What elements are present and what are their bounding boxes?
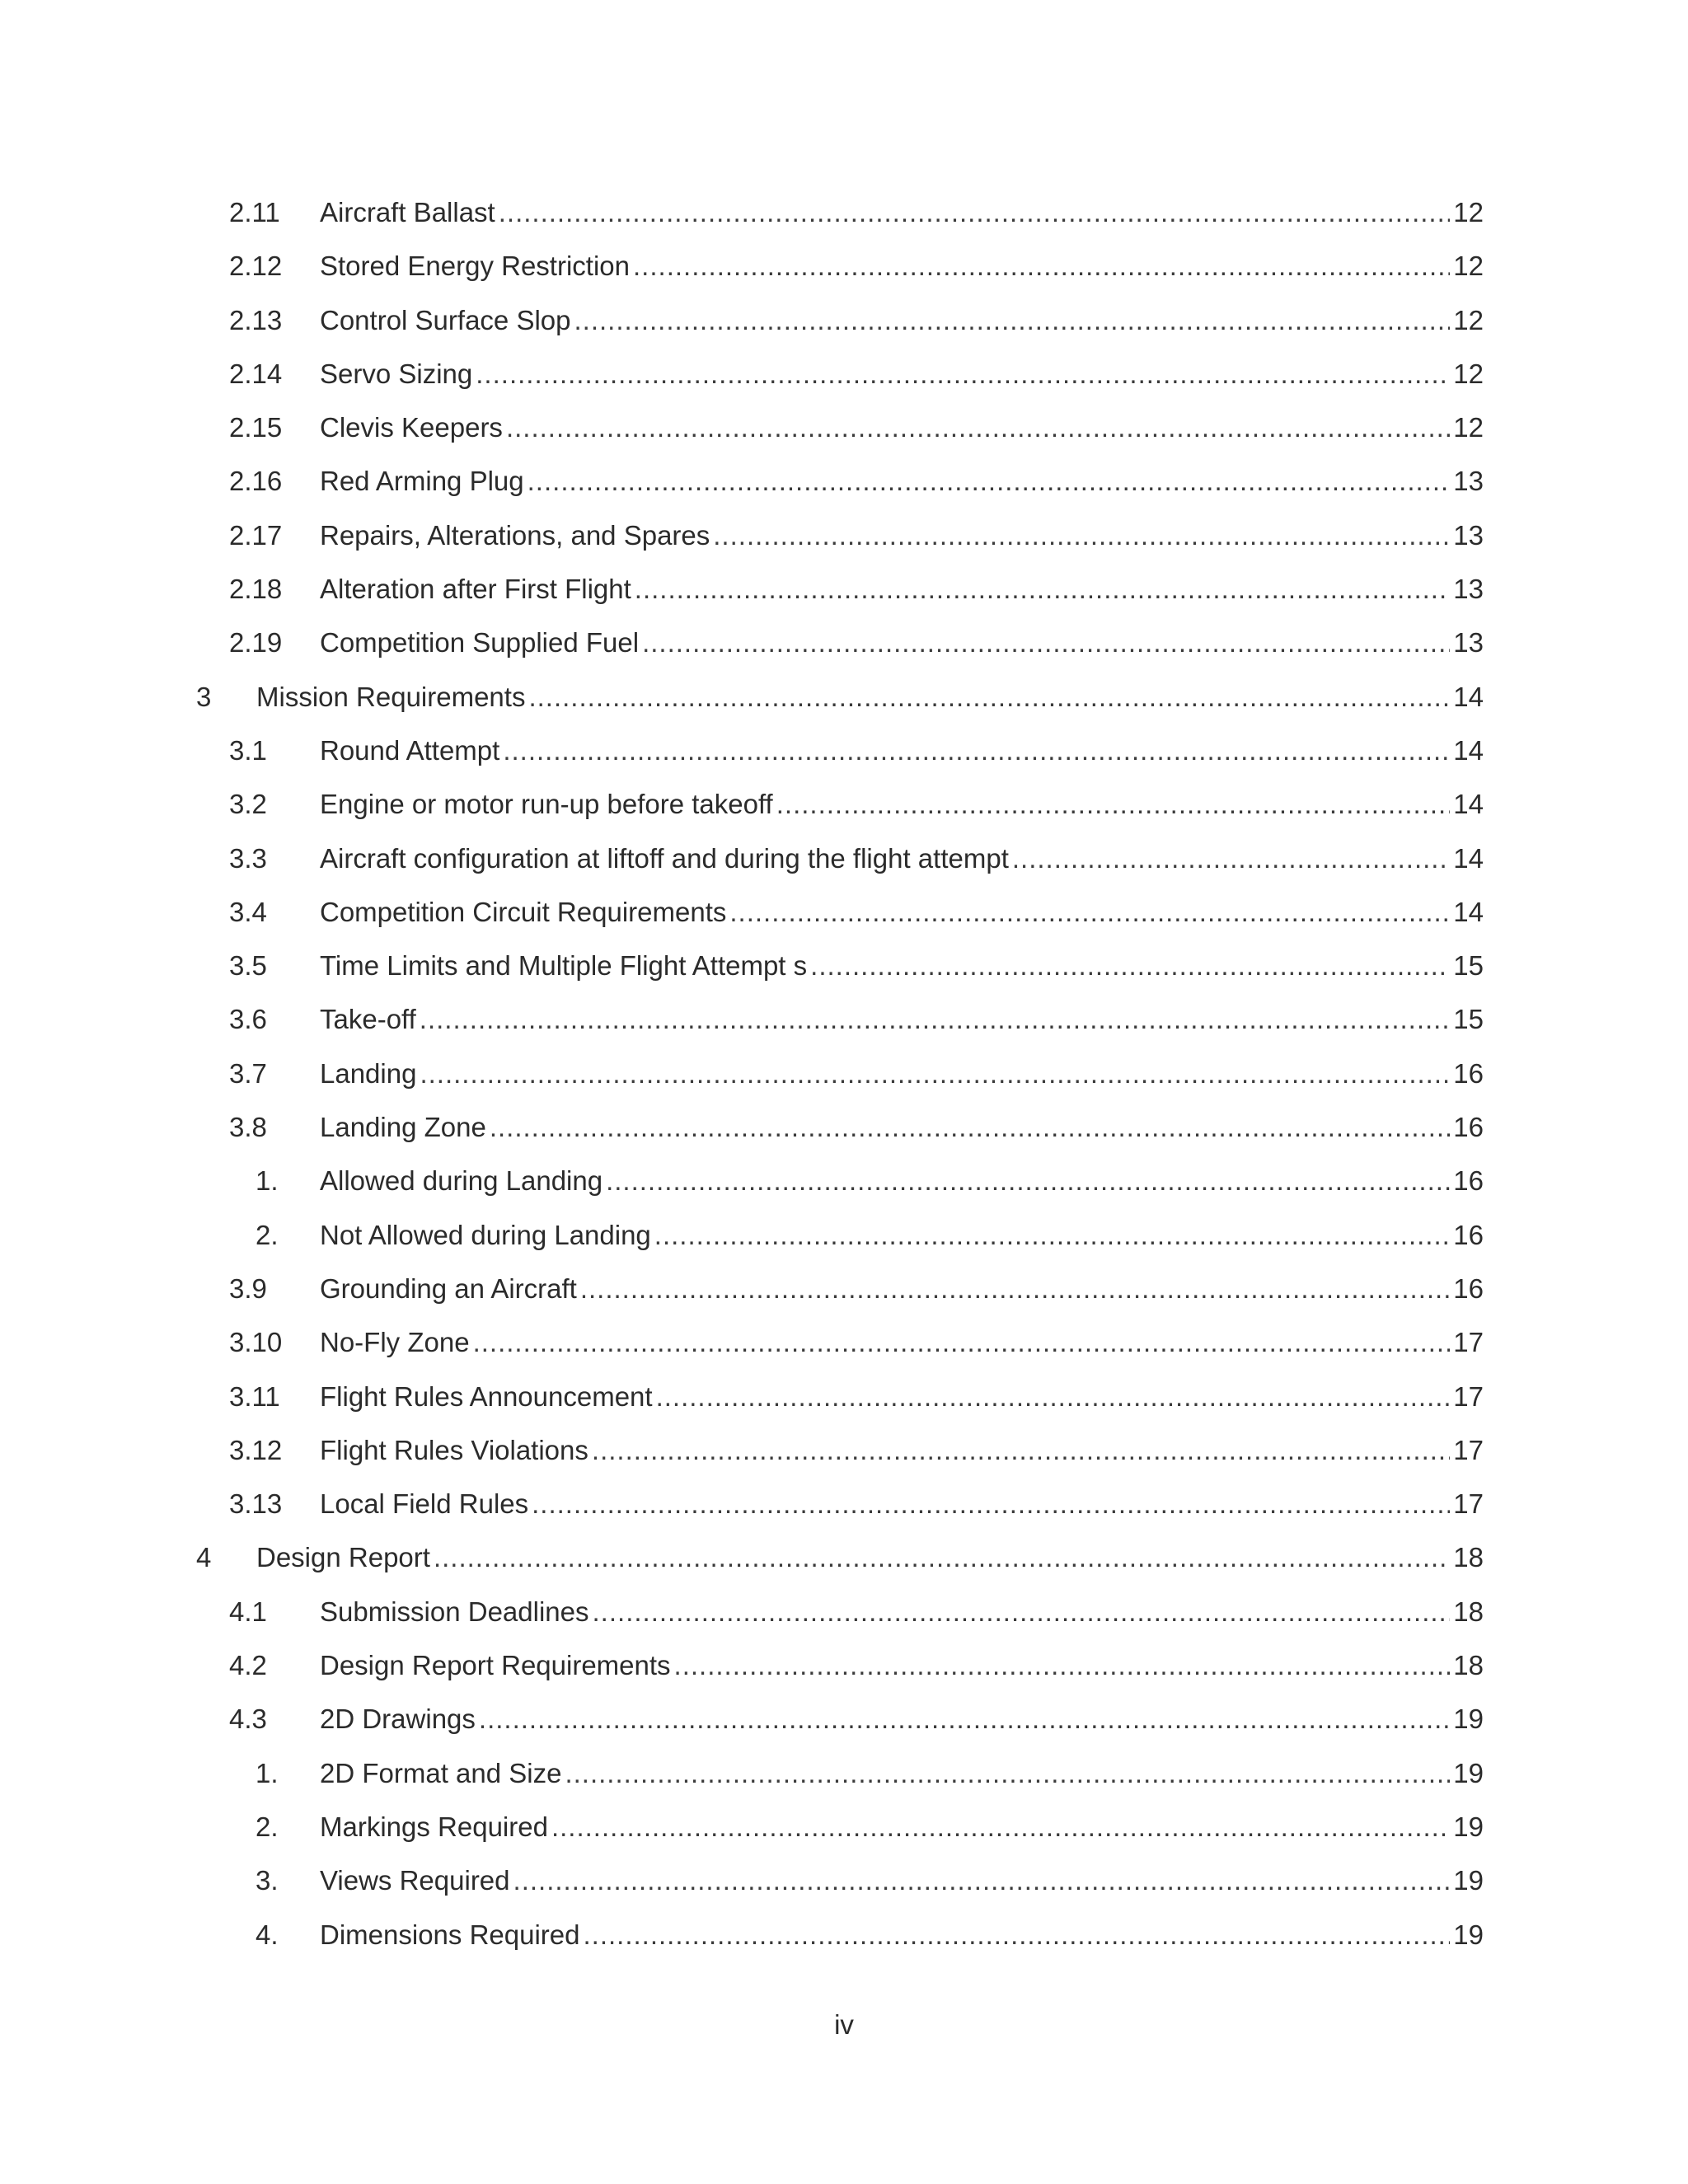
toc-dot-leader xyxy=(656,1380,1451,1413)
toc-entry-number: 2. xyxy=(256,1219,279,1250)
toc-dot-leader xyxy=(506,411,1450,444)
toc-dot-leader xyxy=(593,1596,1451,1629)
toc-dot-leader xyxy=(580,1272,1450,1305)
toc-entry-number: 2.18 xyxy=(229,574,283,605)
toc-entry[interactable] xyxy=(196,250,1484,303)
toc-entry-number: 3.2 xyxy=(229,789,267,820)
toc-entry-title[interactable]: Design Report Requirements xyxy=(320,1650,671,1681)
toc-entry-title[interactable]: 2D Drawings xyxy=(320,1704,476,1735)
toc-dot-leader xyxy=(473,1326,1451,1359)
toc-entry-page[interactable]: 14 xyxy=(1453,789,1484,820)
toc-entry-title[interactable]: Servo Sizing xyxy=(320,358,473,389)
toc-entry[interactable] xyxy=(196,196,1484,250)
toc-entry-title[interactable]: Red Arming Plug xyxy=(320,466,524,497)
toc-entry-number: 4.3 xyxy=(229,1704,267,1735)
toc-entry[interactable] xyxy=(196,1219,1484,1272)
toc-entry-number: 1. xyxy=(256,1165,279,1197)
toc-entry-title[interactable]: Submission Deadlines xyxy=(320,1596,589,1627)
toc-entry-number: 3.8 xyxy=(229,1112,267,1143)
toc-dot-leader xyxy=(434,1541,1450,1574)
toc-entry-page[interactable]: 13 xyxy=(1453,574,1484,605)
toc-dot-leader xyxy=(635,573,1450,606)
toc-entry-page[interactable]: 16 xyxy=(1453,1165,1484,1197)
page-number: iv xyxy=(834,2009,854,2040)
toc-entry-title[interactable]: Aircraft configuration at liftoff and during the flight attempt xyxy=(320,842,1009,874)
toc-entry-number: 3.6 xyxy=(229,1004,267,1035)
toc-entry[interactable] xyxy=(196,1703,1484,1756)
toc-dot-leader xyxy=(479,1703,1450,1736)
toc-entry-title[interactable]: Landing Zone xyxy=(320,1112,486,1143)
toc-entry-title[interactable]: Flight Rules Announcement xyxy=(320,1380,653,1412)
toc-entry-page[interactable]: 12 xyxy=(1453,304,1484,335)
toc-entry-title[interactable]: Local Field Rules xyxy=(320,1488,529,1520)
toc-dot-leader xyxy=(583,1919,1450,1952)
toc-entry-number: 4.1 xyxy=(229,1596,267,1627)
toc-entry[interactable] xyxy=(196,842,1484,896)
toc-entry-title[interactable]: No-Fly Zone xyxy=(320,1327,470,1358)
toc-dot-leader xyxy=(528,465,1451,498)
toc-entry-number: 3.1 xyxy=(229,734,267,766)
toc-entry[interactable] xyxy=(196,411,1484,465)
toc-entry[interactable] xyxy=(196,1326,1484,1380)
toc-dot-leader xyxy=(490,1111,1450,1144)
toc-entry-page[interactable]: 14 xyxy=(1453,681,1484,712)
toc-entry-page[interactable]: 17 xyxy=(1453,1327,1484,1358)
toc-dot-leader xyxy=(513,1864,1451,1897)
toc-entry[interactable] xyxy=(196,734,1484,788)
toc-entry[interactable] xyxy=(196,519,1484,573)
toc-entry-page[interactable]: 18 xyxy=(1453,1542,1484,1573)
toc-entry[interactable] xyxy=(196,1434,1484,1488)
toc-dot-leader xyxy=(729,896,1450,929)
toc-dot-leader xyxy=(420,1003,1450,1036)
toc-entry-title[interactable]: Markings Required xyxy=(320,1811,548,1842)
toc-entry-title[interactable]: Views Required xyxy=(320,1865,510,1896)
toc-entry-page[interactable]: 12 xyxy=(1453,412,1484,443)
toc-entry-number: 3.11 xyxy=(229,1380,280,1412)
toc-entry[interactable] xyxy=(196,1380,1484,1434)
toc-entry-page[interactable]: 13 xyxy=(1453,466,1484,497)
toc-entry-title[interactable]: Control Surface Slop xyxy=(320,304,571,335)
toc-entry-number: 1. xyxy=(256,1757,279,1788)
toc-entry[interactable] xyxy=(196,896,1484,949)
toc-entry-page[interactable]: 12 xyxy=(1453,358,1484,389)
toc-entry-number: 3 xyxy=(196,681,212,712)
toc-entry-page[interactable]: 16 xyxy=(1453,1112,1484,1143)
toc-entry[interactable] xyxy=(196,358,1484,411)
toc-dot-leader xyxy=(713,519,1450,552)
toc-entry-title[interactable]: Mission Requirements xyxy=(256,681,526,712)
toc-entry[interactable] xyxy=(196,1003,1484,1057)
toc-entry-number: 2.16 xyxy=(229,466,283,497)
toc-entry-number: 3.10 xyxy=(229,1327,283,1358)
toc-entry-page[interactable]: 18 xyxy=(1453,1650,1484,1681)
toc-dot-leader xyxy=(551,1811,1450,1844)
toc-entry-number: 3. xyxy=(256,1865,279,1896)
toc-dot-leader xyxy=(503,734,1450,767)
toc-entry-page[interactable]: 19 xyxy=(1453,1757,1484,1788)
toc-entry-title[interactable]: Aircraft Ballast xyxy=(320,197,495,227)
toc-entry[interactable] xyxy=(196,1488,1484,1541)
toc-entry-page[interactable]: 16 xyxy=(1453,1219,1484,1250)
toc-entry-number: 3.13 xyxy=(229,1488,283,1520)
toc-entry[interactable] xyxy=(196,1165,1484,1218)
toc-entry[interactable] xyxy=(196,1864,1484,1918)
toc-entry[interactable] xyxy=(196,949,1484,1003)
toc-entry[interactable] xyxy=(196,304,1484,358)
toc-entry-page[interactable]: 12 xyxy=(1453,197,1484,227)
toc-entry[interactable] xyxy=(196,681,1484,734)
toc-entry-page[interactable]: 13 xyxy=(1453,519,1484,551)
toc-dot-leader xyxy=(633,250,1450,283)
toc-entry[interactable] xyxy=(196,1649,1484,1703)
toc-entry[interactable] xyxy=(196,1272,1484,1326)
toc-dot-leader xyxy=(606,1165,1450,1197)
toc-entry-page[interactable]: 14 xyxy=(1453,734,1484,766)
toc-entry-page[interactable]: 19 xyxy=(1453,1919,1484,1950)
toc-dot-leader xyxy=(476,358,1450,391)
toc-entry-title[interactable]: Dimensions Required xyxy=(320,1919,580,1950)
toc-entry-title[interactable]: Repairs, Alterations, and Spares xyxy=(320,519,710,551)
toc-entry-number: 2. xyxy=(256,1811,279,1842)
toc-entry-page[interactable]: 16 xyxy=(1453,1057,1484,1089)
toc-entry-title[interactable]: Time Limits and Multiple Flight Attempt s xyxy=(320,950,808,982)
toc-entry-number: 2.11 xyxy=(229,197,280,227)
toc-dot-leader xyxy=(674,1649,1451,1682)
toc-entry-page[interactable]: 17 xyxy=(1453,1488,1484,1520)
toc-entry-number: 3.7 xyxy=(229,1057,267,1089)
toc-entry-page[interactable]: 17 xyxy=(1453,1434,1484,1465)
toc-entry-page[interactable]: 16 xyxy=(1453,1272,1484,1304)
toc-entry[interactable] xyxy=(196,1919,1484,1972)
toc-entry[interactable] xyxy=(196,573,1484,626)
toc-entry[interactable] xyxy=(196,465,1484,518)
toc-entry[interactable] xyxy=(196,1811,1484,1864)
toc-dot-leader xyxy=(565,1757,1450,1790)
toc-entry-number: 4 xyxy=(196,1542,212,1573)
toc-entry-number: 2.13 xyxy=(229,304,283,335)
toc-entry-title[interactable]: Take-off xyxy=(320,1004,416,1035)
toc-entry-title[interactable]: Engine or motor run-up before takeoff xyxy=(320,789,773,820)
toc-dot-leader xyxy=(420,1057,1450,1090)
toc-entry-title[interactable]: Stored Energy Restriction xyxy=(320,251,631,282)
toc-entry-number: 3.4 xyxy=(229,896,267,927)
toc-entry-page[interactable]: 12 xyxy=(1453,251,1484,282)
toc-entry[interactable] xyxy=(196,1111,1484,1165)
toc-entry[interactable] xyxy=(196,1541,1484,1595)
toc-entry-title[interactable]: Competition Supplied Fuel xyxy=(320,627,640,658)
toc-dot-leader xyxy=(532,1488,1450,1521)
toc-entry-number: 3.12 xyxy=(229,1434,283,1465)
table-of-contents xyxy=(196,196,1484,1972)
toc-entry-page[interactable]: 19 xyxy=(1453,1865,1484,1896)
toc-entry-number: 2.15 xyxy=(229,412,283,443)
toc-entry[interactable] xyxy=(196,1057,1484,1111)
toc-entry-page[interactable]: 19 xyxy=(1453,1704,1484,1735)
toc-entry-number: 4.2 xyxy=(229,1650,267,1681)
toc-entry-title[interactable]: Flight Rules Violations xyxy=(320,1434,588,1465)
toc-entry-page[interactable]: 18 xyxy=(1453,1596,1484,1627)
toc-dot-leader xyxy=(592,1434,1450,1467)
toc-entry-title[interactable]: 2D Format and Size xyxy=(320,1757,562,1788)
toc-dot-leader xyxy=(499,196,1451,229)
toc-dot-leader xyxy=(528,681,1450,714)
toc-entry-number: 2.17 xyxy=(229,519,283,551)
toc-entry[interactable] xyxy=(196,788,1484,841)
toc-entry-number: 3.9 xyxy=(229,1272,267,1304)
toc-entry-title[interactable]: Competition Circuit Requirements xyxy=(320,896,727,927)
toc-entry-title[interactable]: Allowed during Landing xyxy=(320,1165,603,1197)
toc-dot-leader xyxy=(776,788,1451,821)
toc-entry-page[interactable]: 19 xyxy=(1453,1811,1484,1842)
toc-dot-leader xyxy=(810,949,1450,982)
toc-entry-title[interactable]: Grounding an Aircraft xyxy=(320,1272,577,1304)
toc-dot-leader xyxy=(574,304,1451,337)
toc-dot-leader xyxy=(654,1219,1450,1252)
toc-entry[interactable] xyxy=(196,626,1484,680)
toc-entry-title[interactable]: Landing xyxy=(320,1057,417,1089)
toc-entry-page[interactable]: 17 xyxy=(1453,1380,1484,1412)
toc-entry-title[interactable]: Not Allowed during Landing xyxy=(320,1219,651,1250)
toc-entry[interactable] xyxy=(196,1757,1484,1811)
toc-entry-page[interactable]: 14 xyxy=(1453,842,1484,874)
toc-entry-title[interactable]: Alteration after First Flight xyxy=(320,574,631,605)
toc-entry-number: 4. xyxy=(256,1919,279,1950)
toc-entry-page[interactable]: 14 xyxy=(1453,896,1484,927)
toc-entry-page[interactable]: 15 xyxy=(1453,950,1484,982)
toc-entry-title[interactable]: Clevis Keepers xyxy=(320,412,503,443)
toc-entry-page[interactable]: 13 xyxy=(1453,627,1484,658)
toc-entry-number: 3.5 xyxy=(229,950,267,982)
toc-entry-number: 2.19 xyxy=(229,627,283,658)
toc-entry[interactable] xyxy=(196,1596,1484,1649)
toc-entry-title[interactable]: Design Report xyxy=(256,1542,430,1573)
toc-dot-leader xyxy=(1012,842,1450,875)
toc-entry-title[interactable]: Round Attempt xyxy=(320,734,500,766)
toc-dot-leader xyxy=(642,626,1450,659)
toc-entry-number: 3.3 xyxy=(229,842,267,874)
toc-entry-number: 2.12 xyxy=(229,251,283,282)
toc-entry-number: 2.14 xyxy=(229,358,283,389)
toc-entry-page[interactable]: 15 xyxy=(1453,1004,1484,1035)
